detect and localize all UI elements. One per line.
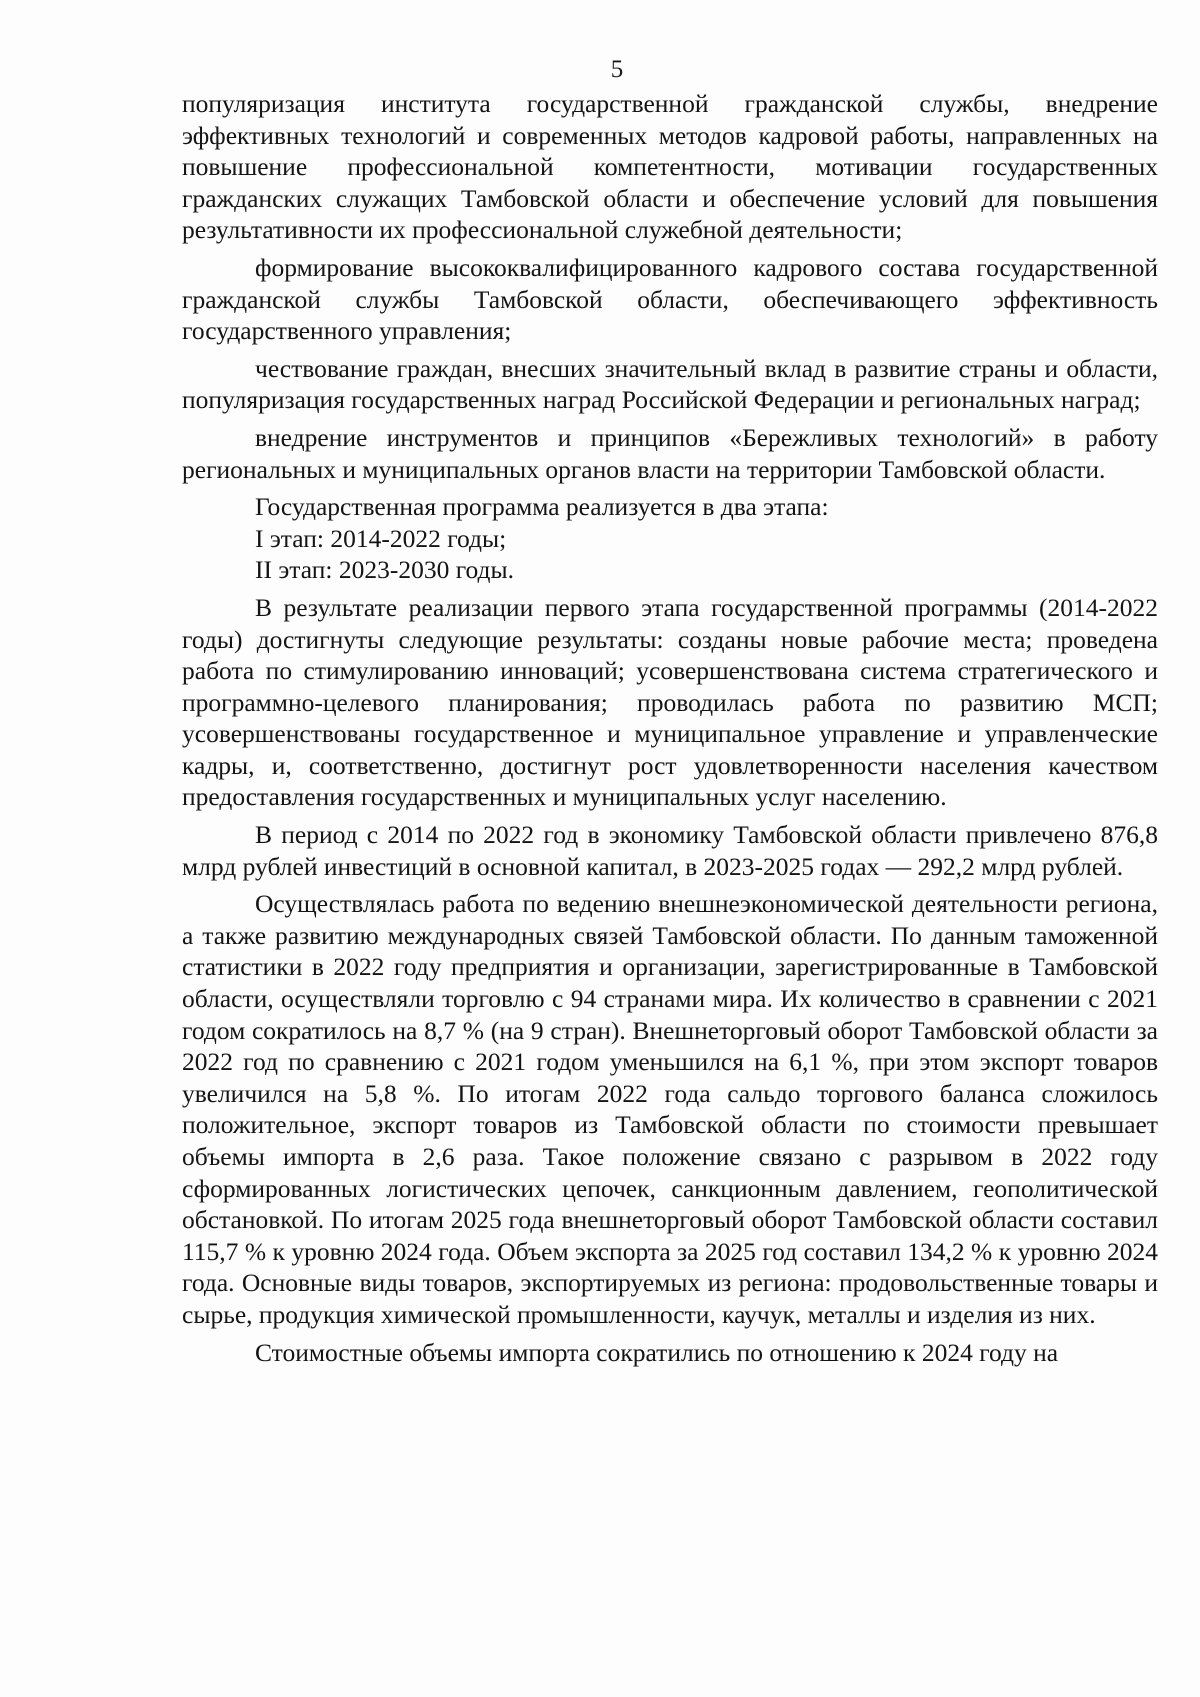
paragraph-stage-one: I этап: 2014-2022 годы;: [255, 523, 507, 553]
paragraph-foreign-trade: Осуществлялась работа по ведению внешнеэкономической деятельности региона, а также развитию международных связей Тамбовской области. По данным таможенной статистики в 2022 году предприятия и организации, зарегистрированные в Тамбовской области, осуществляли торговлю с 94 странами мира. Их количество в сравнении с 2021 годом сократилось на 8,7 % (на 9 стран). Внешнеторговый оборот Тамбовской области за 2022 год по сравнению с 2021 годом уменьшился на 6,1 %, при этом экспорт товаров увеличился на 5,8 %. По итогам 2022 года сальдо торгового баланса сложилось положительное, экспорт товаров из Тамбовской области по стоимости превышает объемы импорта в 2,6 раза. Такое положение связано с разрывом в 2022 году сформированных логистических цепочек, санкционным давлением, геополитической обстановкой. По итогам 2025 года внешнеторговый оборот Тамбовской области составил 115,7 % к уровню 2024 года. Объем экспорта за 2025 год составил 134,2 % к уровню 2024 года. Основные виды товаров, экспортируемых из региона: продовольственные товары и сырье, продукция химической промышленности, каучук, металлы и изделия из них.: [182, 889, 1158, 1329]
paragraph-results: В результате реализации первого этапа государственной программы (2014-2022 годы) достигнуты следующие результаты: созданы новые рабочие места; проведена работа по стимулированию инноваций; усовершенствована система стратегического и программно-целевого планирования; проводилась работа по развитию МСП; усовершенствованы государственное и муниципальное управление и управленческие кадры, и, соответственно, достигнут рост удовлетворенности населения качеством предоставления государственных и муниципальных услуг населению.: [182, 592, 1158, 812]
paragraph-import: Стоимостные объемы импорта сократились по отношению к 2024 году на: [255, 1337, 1059, 1367]
paragraph-investments: В период с 2014 по 2022 год в экономику Тамбовской области привлечено 876,8 млрд рублей инвестиций в основной капитал, в 2023-2025 годах — 292,2 млрд рублей.: [182, 820, 1158, 881]
document-body: [182, 88, 1158, 1368]
paragraph-goal-personnel: формирование высококвалифицированного кадрового состава государственной гражданской службы Тамбовской области, обеспечивающего эффективность государственного управления;: [182, 252, 1158, 346]
paragraph-stage-two: II этап: 2023-2030 годы.: [255, 555, 515, 585]
page-number: 5: [610, 56, 624, 83]
paragraph-continuation: популяризация института государственной гражданской службы, внедрение эффективных технологий и современных методов кадровой работы, направленных на повышение профессиональной компетентности, мотивации государственных гражданских служащих Тамбовской области и обеспечение условий для повышения результативности их профессиональной служебной деятельности;: [182, 89, 1158, 245]
paragraph-stages-intro: Государственная программа реализуется в два этапа:: [255, 492, 829, 522]
paragraph-goal-lean: внедрение инструментов и принципов «Бережливых технологий» в работу региональных и муниципальных органов власти на территории Тамбовской области.: [182, 422, 1158, 484]
paragraph-goal-awards: чествование граждан, внесших значительный вклад в развитие страны и области, популяризация государственных наград Российской Федерации и региональных наград;: [182, 353, 1158, 415]
